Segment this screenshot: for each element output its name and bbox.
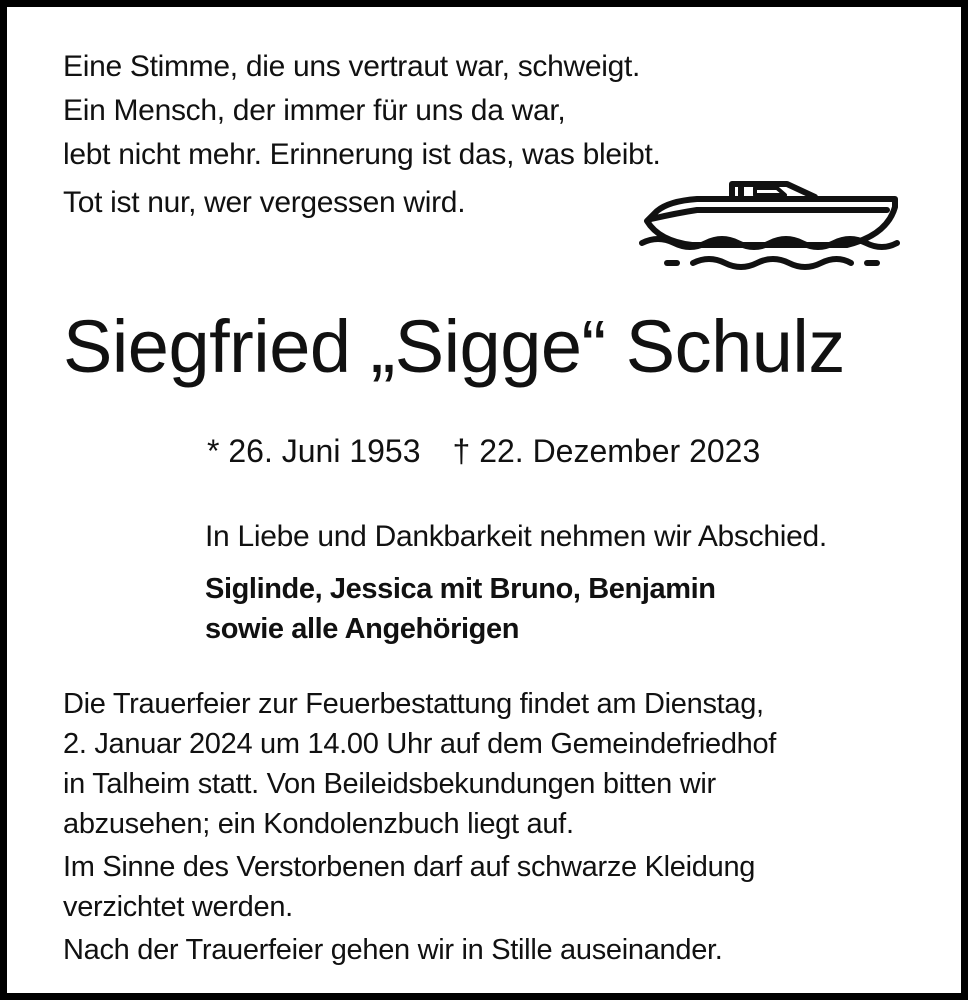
death-date: † 22. Dezember 2023 — [452, 433, 761, 469]
motorboat-icon — [637, 177, 902, 277]
info-line: in Talheim statt. Von Beileidsbekundungen bitten wir — [63, 768, 716, 800]
poem-line: lebt nicht mehr. Erinnerung ist das, was bleibt. — [63, 138, 661, 171]
mourners-line: sowie alle Angehörigen — [205, 613, 520, 645]
info-line: Nach der Trauerfeier gehen wir in Stille auseinander. — [63, 934, 723, 966]
deceased-name: Siegfried „Sigge“ Schulz — [63, 305, 845, 388]
info-line: Im Sinne des Verstorbenen darf auf schwarze Kleidung — [63, 851, 756, 883]
birth-date: * 26. Juni 1953 — [207, 433, 421, 469]
poem-line: Ein Mensch, der immer für uns da war, — [63, 94, 566, 127]
info-line: 2. Januar 2024 um 14.00 Uhr auf dem Gemeindefriedhof — [63, 728, 777, 760]
mourners-line: Siglinde, Jessica mit Bruno, Benjamin — [205, 573, 716, 605]
info-line: Die Trauerfeier zur Feuerbestattung findet am Dienstag, — [63, 688, 764, 720]
mourners-list — [205, 569, 716, 649]
info-line: verzichtet werden. — [63, 891, 293, 923]
life-dates — [207, 429, 760, 473]
memorial-poem — [63, 45, 661, 225]
poem-line: Tot ist nur, wer vergessen wird. — [63, 186, 466, 219]
farewell-text: In Liebe und Dankbarkeit nehmen wir Abschied. — [205, 520, 827, 553]
poem-line: Eine Stimme, die uns vertraut war, schweigt. — [63, 50, 641, 83]
funeral-info — [63, 684, 776, 970]
info-line: abzusehen; ein Kondolenzbuch liegt auf. — [63, 808, 574, 840]
